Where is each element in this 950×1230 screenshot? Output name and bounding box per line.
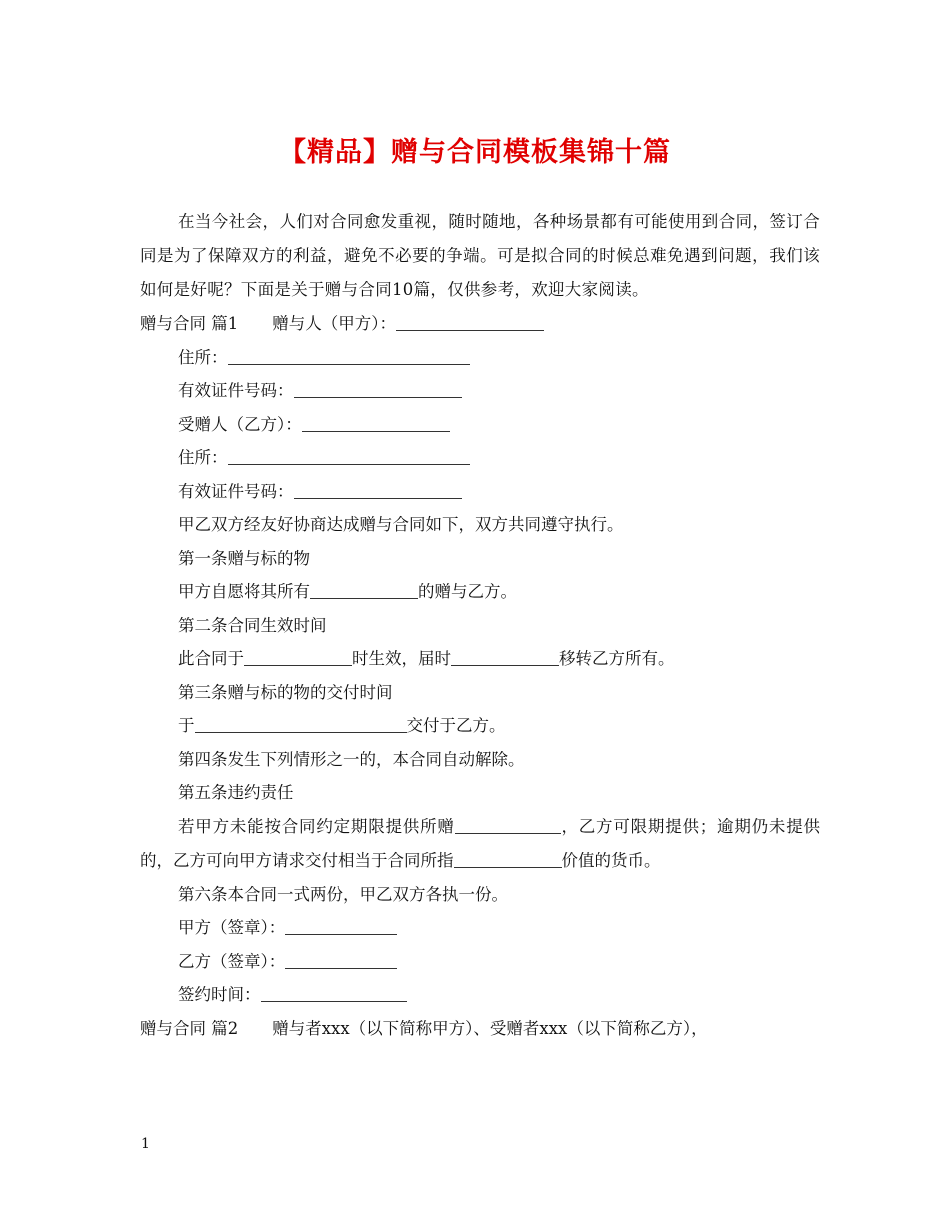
article-5-blank-1 [455, 813, 561, 834]
agreement-statement: 甲乙双方经友好协商达成赠与合同如下，双方共同遵守执行。 [178, 515, 624, 534]
donor-id-label: 有效证件号码： [178, 381, 294, 400]
donor-id-line [140, 374, 820, 408]
sign-a-line [140, 911, 820, 945]
article-1-blank [310, 578, 418, 599]
sign-date-label: 签约时间： [178, 985, 261, 1004]
section-2-text: 赠与者xxx（以下简称甲方）、受赠者xxx（以下简称乙方）， [272, 1018, 708, 1038]
sign-a-label: 甲方（签章）： [178, 918, 286, 937]
donor-address-line [140, 341, 820, 375]
sign-b-blank [285, 948, 397, 969]
article-3-title: 第三条赠与标的物的交付时间 [178, 682, 393, 702]
article-3-text-a: 于 [178, 716, 195, 735]
article-2-blank-2 [451, 645, 559, 666]
sign-a-blank [285, 914, 397, 935]
article-5-blank-2 [454, 847, 562, 868]
donee-id-line [140, 475, 820, 509]
article-2-text-b: 时生效，届时 [352, 649, 451, 668]
article-5-text-c: 价值的货币。 [561, 850, 661, 870]
article-1-text [140, 575, 820, 609]
article-1-text-a: 甲方自愿将其所有 [178, 582, 310, 601]
article-6-text: 第六条本合同一式两份，甲乙双方各执一份。 [178, 884, 508, 904]
article-2-text [140, 642, 820, 676]
section-1-title: 赠与合同 篇1 [140, 314, 239, 333]
document-body [140, 205, 820, 1045]
donee-address-line [140, 441, 820, 475]
sign-b-line [140, 945, 820, 979]
donee-blank [302, 411, 450, 432]
donor-address-label: 住所： [178, 347, 228, 367]
intro-paragraph: 在当今社会，人们对合同愈发重视，随时随地，各种场景都有可能使用到合同，签订合同是为了保障双方的利益，避免不必要的争端。可是拟合同的时候总难免遇到问题，我们该如何是好呢？下面是关于赠与合同10篇，仅供参考，欢迎大家阅读。 [140, 212, 820, 299]
article-3-text-b: 交付于乙方。 [406, 716, 506, 735]
article-5-text-a: 若甲方未能按合同约定期限提供所赠 [178, 816, 455, 836]
donee-label: 受赠人（乙方）： [178, 414, 302, 434]
donor-label: 赠与人（甲方）： [272, 314, 396, 333]
donor-id-blank [294, 377, 462, 398]
article-5-text-b: ，乙方可限期提供；逾期仍未提供的，乙方可向甲方请求交付相当于合同所指 [140, 816, 821, 870]
article-2-blank-1 [244, 645, 352, 666]
donee-id-blank [294, 478, 462, 499]
page-number: 1 [141, 1136, 150, 1152]
article-2-title: 第二条合同生效时间 [178, 615, 327, 635]
article-1-text-b: 的赠与乙方。 [418, 582, 517, 601]
article-5-text [140, 810, 820, 878]
section-2-header [140, 1012, 820, 1046]
article-1-title: 第一条赠与标的物 [178, 548, 310, 568]
sign-b-label: 乙方（签章）： [178, 951, 286, 971]
donee-id-label: 有效证件号码： [178, 481, 294, 501]
donee-address-label: 住所： [178, 448, 228, 467]
sign-date-blank [261, 981, 407, 1002]
sign-date-line [140, 978, 820, 1012]
article-3-text [140, 709, 820, 743]
article-5-title: 第五条违约责任 [178, 783, 294, 802]
article-2-text-a: 此合同于 [178, 649, 244, 668]
article-2-text-c: 移转乙方所有。 [559, 649, 675, 668]
article-3-blank [195, 712, 407, 733]
donee-line [140, 408, 820, 442]
donor-address-blank [228, 344, 470, 365]
document-title: 【精品】赠与合同模板集锦十篇 [279, 137, 671, 168]
section-2-title: 赠与合同 篇2 [140, 1018, 239, 1038]
section-1-header [140, 307, 820, 341]
donor-blank [396, 310, 544, 331]
donee-address-blank [228, 444, 470, 465]
article-4-text: 第四条发生下列情形之一的，本合同自动解除。 [178, 749, 525, 769]
